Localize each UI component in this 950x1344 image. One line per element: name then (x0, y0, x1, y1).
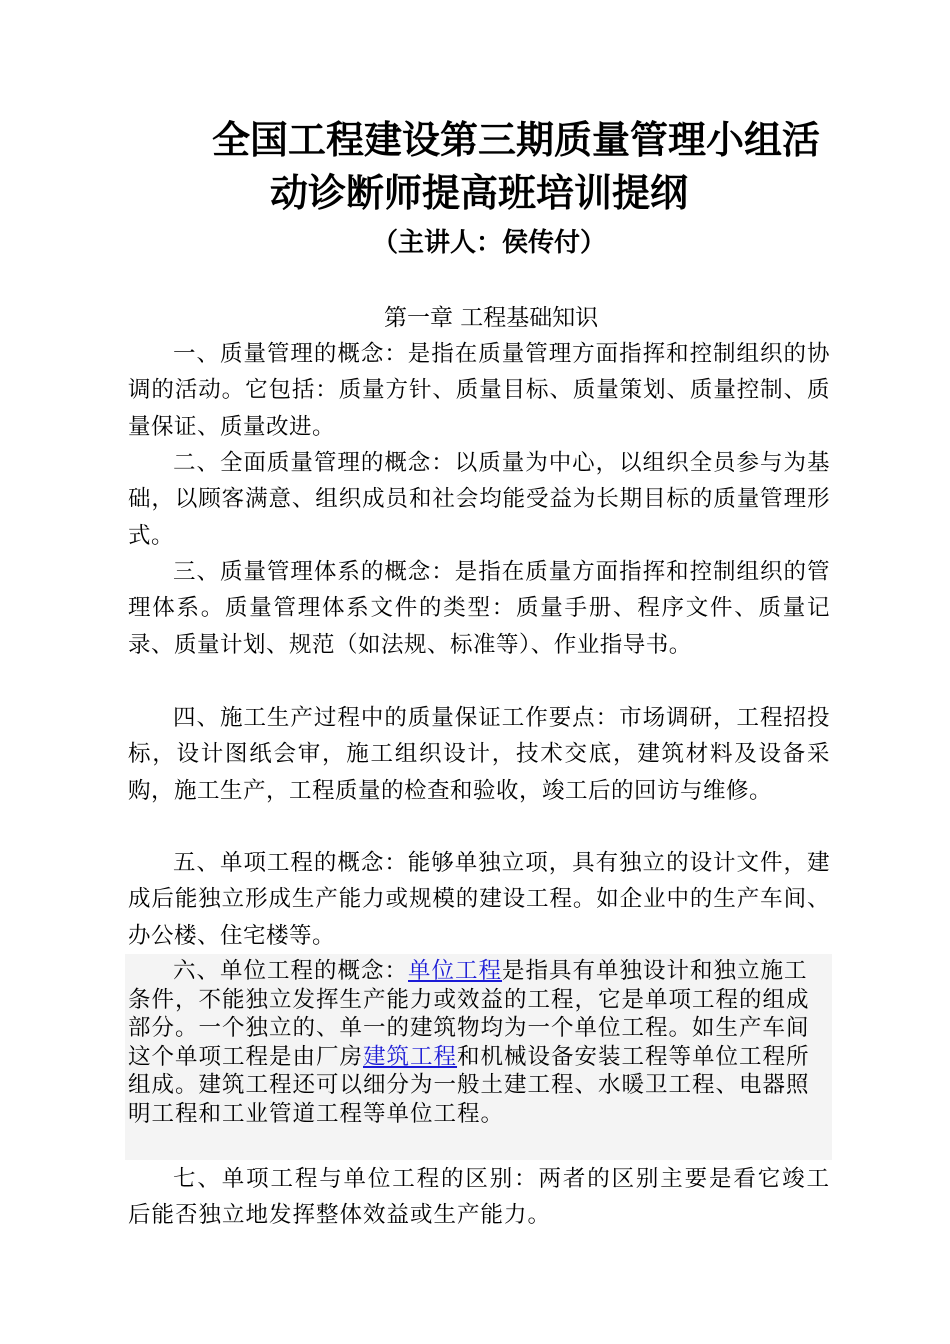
unit-project-text-3: 和机械设备安装工程等单位工程所组成。建筑工程还可以细分为一般土建工程、水暖卫工程、电器照明工程和工业管道工程等单位工程。 (128, 1043, 810, 1127)
document-title-line-1: 全国工程建设第三期质量管理小组活 (212, 118, 821, 162)
paragraph-quality-assurance-points: 四、施工生产过程中的质量保证工作要点：市场调研，工程招投标，设计图纸会审，施工组织设计，技术交底，建筑材料及设备采购，施工生产，工程质量的检查和验收，竣工后的回访与维修。 (128, 705, 830, 804)
paragraph-quality-system: 三、质量管理体系的概念：是指在质量方面指挥和控制组织的管理体系。质量管理体系文件的类型：质量手册、程序文件、质量记录、质量计划、规范（如法规、标准等）、作业指导书。 (128, 559, 830, 658)
construction-project-link[interactable]: 建筑工程 (363, 1043, 458, 1070)
unit-project-text-2: 是指具有单独设计和独立施工条件，不能独立发挥生产能力或效益的工程，它是单项工程的组成部分。一个独立的、单一的建筑物均为一个单位工程。如生产车间这个单项工程是由厂房 (128, 958, 810, 1070)
unit-project-link[interactable]: 单位工程 (408, 958, 503, 984)
paragraph-quality-management: 一、质量管理的概念：是指在质量管理方面指挥和控制组织的协调的活动。它包括：质量方针、质量目标、质量策划、质量控制、质量保证、质量改进。 (128, 341, 830, 440)
paragraph-single-project: 五、单项工程的概念：能够单独立项，具有独立的设计文件，建成后能独立形成生产能力或规模的建设工程。如企业中的生产车间、办公楼、住宅楼等。 (128, 850, 830, 949)
speaker-credit: （主讲人：侯传付） (372, 228, 607, 258)
document-title-line-2: 动诊断师提高班培训提纲 (270, 171, 689, 215)
paragraph-unit-project (128, 957, 828, 1129)
paragraph-total-quality-management: 二、全面质量管理的概念：以质量为中心，以组织全员参与为基础，以顾客满意、组织成员和社会均能受益为长期目标的质量管理形式。 (128, 450, 830, 549)
paragraph-project-difference: 七、单项工程与单位工程的区别：两者的区别主要是看它竣工后能否独立地发挥整体效益或生产能力。 (128, 1166, 830, 1229)
unit-project-text-1: 六、单位工程的概念： (173, 958, 409, 984)
chapter-heading: 第一章 工程基础知识 (384, 305, 599, 331)
